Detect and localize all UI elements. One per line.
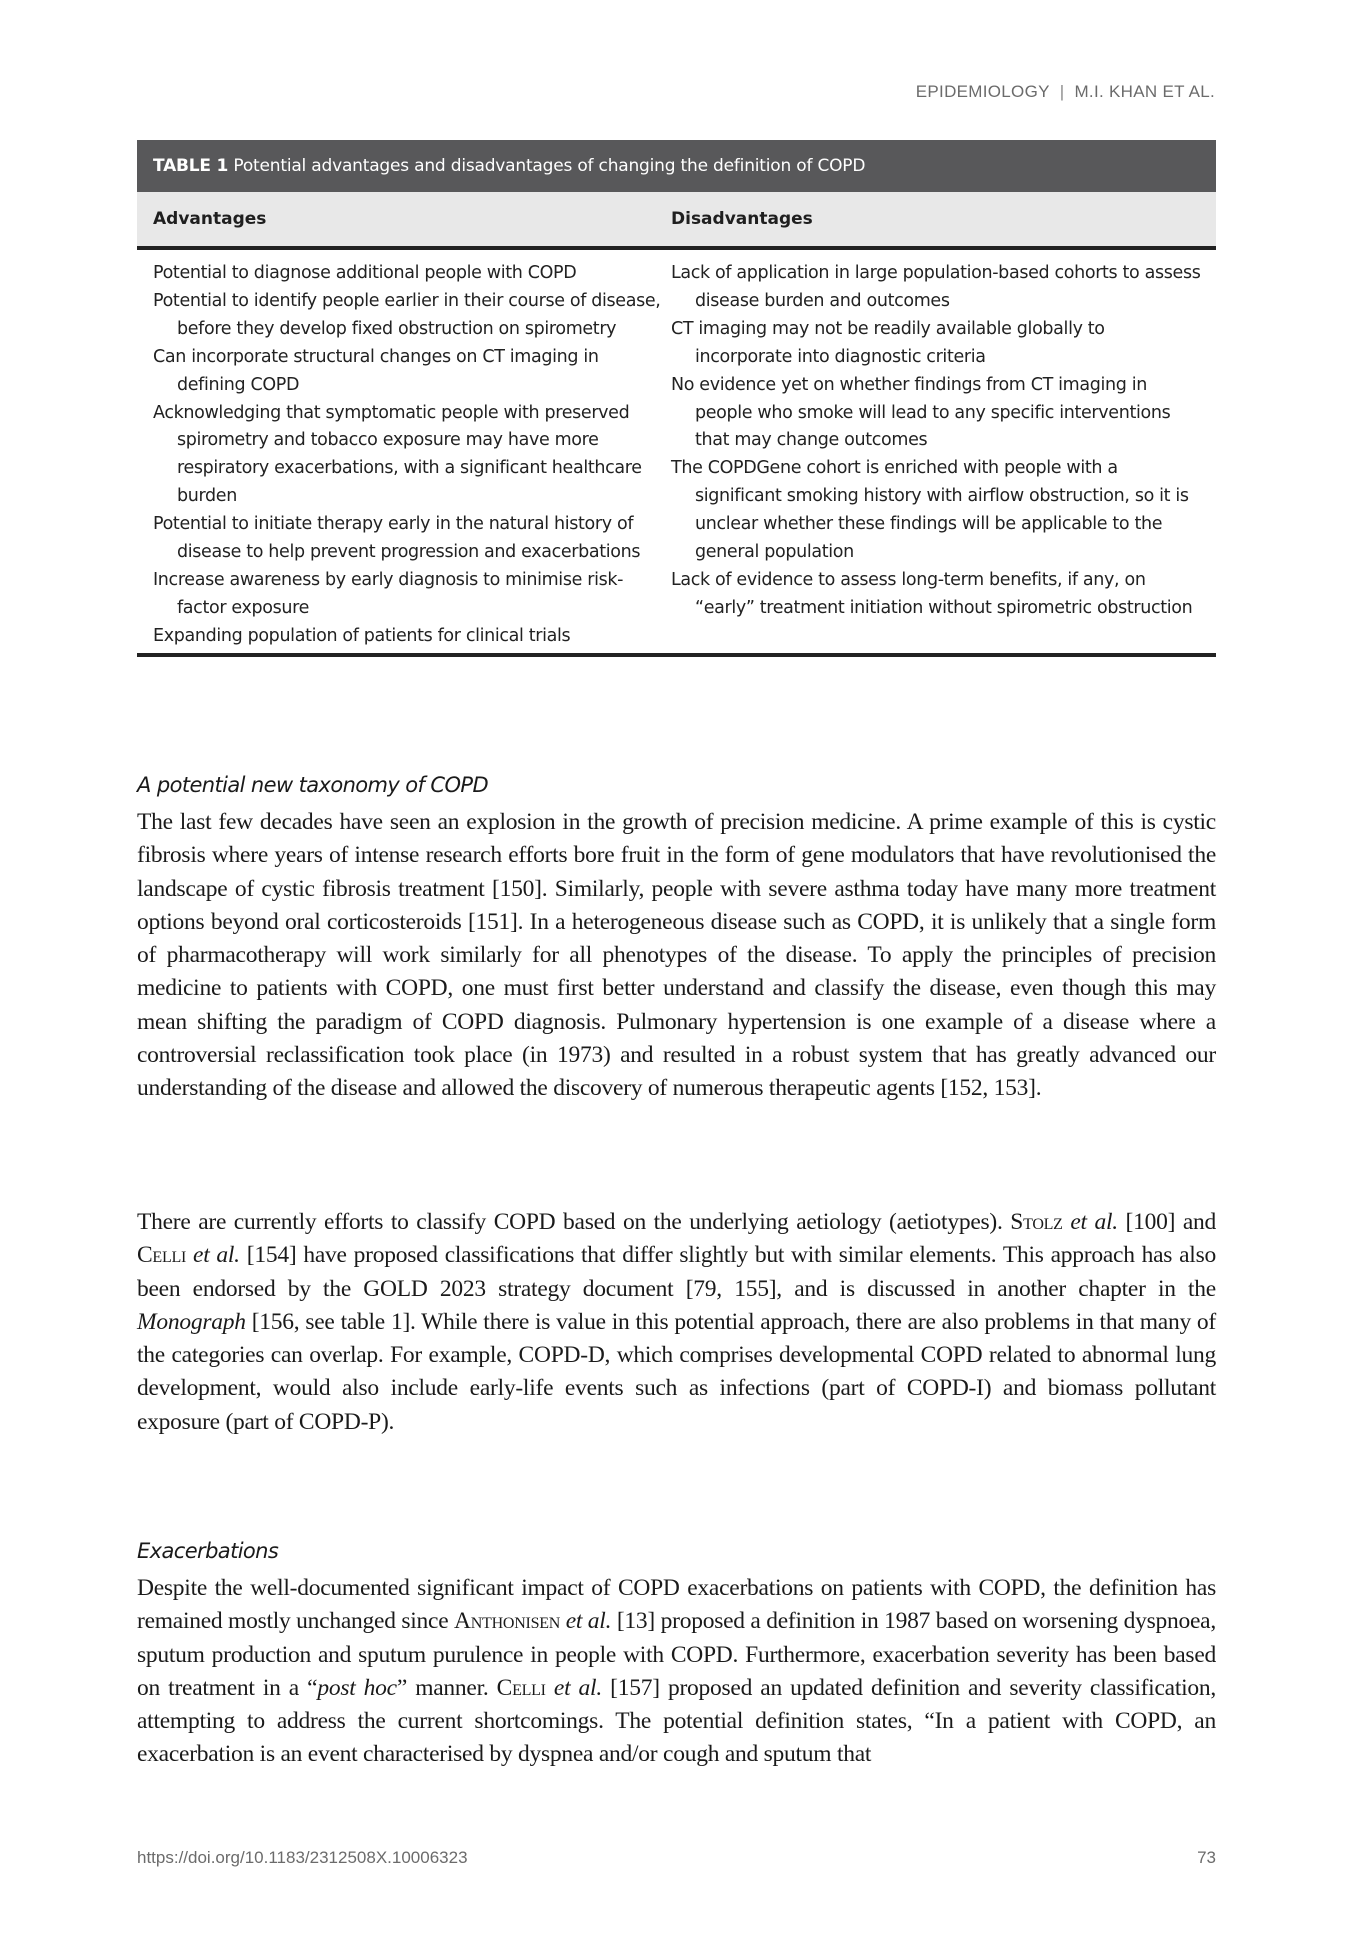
- text-run: ” manner.: [396, 1674, 497, 1701]
- post-hoc: post hoc: [317, 1674, 397, 1701]
- table-body: [137, 250, 1216, 657]
- advantage-item: Acknowledging that symptomatic people with preserved spirometry and tobacco exposure may have more respiratory exacerbations, with a significant healthcare burden: [153, 402, 642, 507]
- disadvantage-item: Lack of evidence to assess long-term benefits, if any, on “early” treatment initiation without spirometric obstruction: [671, 569, 1193, 618]
- text-run: There are currently efforts to classify COPD based on the underlying aetiology (aetiotypes).: [137, 1209, 1011, 1235]
- text-run: [156, see table 1]. While there is value in this potential approach, there are also problems in that many of the categories can overlap. For example, COPD-D, which comprises developmental COPD related to abnormal lung development, would also include early-life events such as infections (part of COPD-I) and biomass pollutant exposure (part of COPD-P).: [137, 1308, 1216, 1435]
- advantage-item: Increase awareness by early diagnosis to minimise risk-factor exposure: [153, 569, 624, 618]
- table-1: [137, 140, 1216, 657]
- et-al: et al.: [1070, 1209, 1118, 1235]
- advantages-column: [137, 260, 671, 653]
- et-al: et al.: [565, 1608, 612, 1635]
- page-footer: [137, 1848, 1216, 1868]
- section-heading-exacerbations: Exacerbations: [137, 1539, 279, 1563]
- advantage-item: Potential to identify people earlier in their course of disease, before they develop fixed obstruction on spirometry: [153, 290, 661, 339]
- column-header-advantages: Advantages: [153, 209, 267, 229]
- disadvantage-item: The COPDGene cohort is enriched with people with a significant smoking history with airflow obstruction, so it is unclear whether these findings will be applicable to the general population: [671, 458, 1189, 563]
- advantage-item: Potential to diagnose additional people with COPD: [153, 263, 577, 283]
- paragraph-text: [137, 1206, 1216, 1439]
- text-run: [154] have proposed classifications that differ slightly but with similar elements. This approach has also been endorsed by the GOLD 2023 strategy document [79, 155], and is discussed in another chapter in the: [137, 1242, 1216, 1302]
- paragraph-precision-medicine: [137, 806, 1216, 1106]
- paragraph-exacerbations: [137, 1572, 1216, 1772]
- disadvantage-item: No evidence yet on whether findings from CT imaging in people who smoke will lead to any specific interventions that may change outcomes: [671, 374, 1171, 451]
- running-head-separator: |: [1059, 82, 1065, 101]
- author-name: Celli: [496, 1674, 546, 1701]
- disadvantages-column: [671, 260, 1216, 653]
- et-al: et al.: [553, 1674, 602, 1701]
- column-header-disadvantages: Disadvantages: [671, 209, 813, 229]
- running-head: [916, 82, 1215, 102]
- advantages-list: [153, 260, 661, 653]
- table-label: TABLE 1: [153, 156, 229, 176]
- advantage-item: Can incorporate structural changes on CT imaging in defining COPD: [153, 346, 599, 395]
- author-name: Anthonisen: [454, 1608, 561, 1635]
- author-name: Stolz: [1010, 1209, 1063, 1235]
- advantage-item: Potential to initiate therapy early in the natural history of disease to help prevent progression and exacerbations: [153, 514, 641, 563]
- disadvantage-item: Lack of application in large population-based cohorts to assess disease burden and outcomes: [671, 263, 1201, 311]
- table-caption-text: Potential advantages and disadvantages of changing the definition of COPD: [233, 156, 866, 176]
- et-al: et al.: [193, 1242, 240, 1269]
- text-run: [13] proposed a definition in 1987 based on worsening dyspnoea, sputum production and sputum purulence in people with COPD. Furthermore, exacerbation severity has been based on treatment in a “: [137, 1608, 1216, 1701]
- running-head-section: EPIDEMIOLOGY: [915, 82, 1050, 101]
- running-head-authors: M.I. KHAN ET AL.: [1074, 82, 1215, 101]
- paragraph-text: The last few decades have seen an explosion in the growth of precision medicine. A prime example of this is cystic fibrosis where years of intense research efforts bore fruit in the form of gene modulators that have revolutionised the landscape of cystic fibrosis treatment [150]. Similarly, people with severe asthma today have many more treatment options beyond oral corticosteroids [151]. In a heterogeneous disease such as COPD, it is unlikely that a single form of pharmacotherapy will work similarly for all phenotypes of the disease. To apply the principles of precision medicine to patients with COPD, one must first better understand and classify the disease, even though this may mean shifting the paradigm of COPD diagnosis. Pulmonary hypertension is one example of a disease where a controversial reclassification took place (in 1973) and resulted in a robust system that has greatly advanced our understanding of the disease and allowed the discovery of numerous therapeutic agents [152, 153].: [137, 809, 1216, 1102]
- text-run: Despite the well-documented significant impact of COPD exacerbations on patients with COPD, the definition has remained mostly unchanged since: [137, 1575, 1216, 1635]
- text-run: [157] proposed an updated definition and severity classification, attempting to address the current shortcomings. The potential definition states, “In a patient with COPD, an exacerbation is an event characterised by dyspnea and/or cough and sputum that: [137, 1674, 1217, 1768]
- table-header-row: [137, 192, 1216, 250]
- table-caption: [137, 140, 1216, 192]
- page-number: 73: [1197, 1848, 1216, 1867]
- section-heading-taxonomy: A potential new taxonomy of COPD: [137, 773, 489, 797]
- advantage-item: Expanding population of patients for clinical trials: [153, 625, 571, 646]
- text-run: [100] and: [1117, 1209, 1217, 1235]
- monograph-title: Monograph: [137, 1308, 246, 1335]
- paragraph-aetiotypes: [137, 1206, 1216, 1439]
- paragraph-text: [137, 1572, 1216, 1772]
- disadvantages-list: [671, 260, 1206, 623]
- disadvantage-item: CT imaging may not be readily available globally to incorporate into diagnostic criteria: [671, 318, 1105, 367]
- doi-link[interactable]: https://doi.org/10.1183/2312508X.10006323: [137, 1848, 468, 1867]
- author-name: Celli: [137, 1242, 187, 1269]
